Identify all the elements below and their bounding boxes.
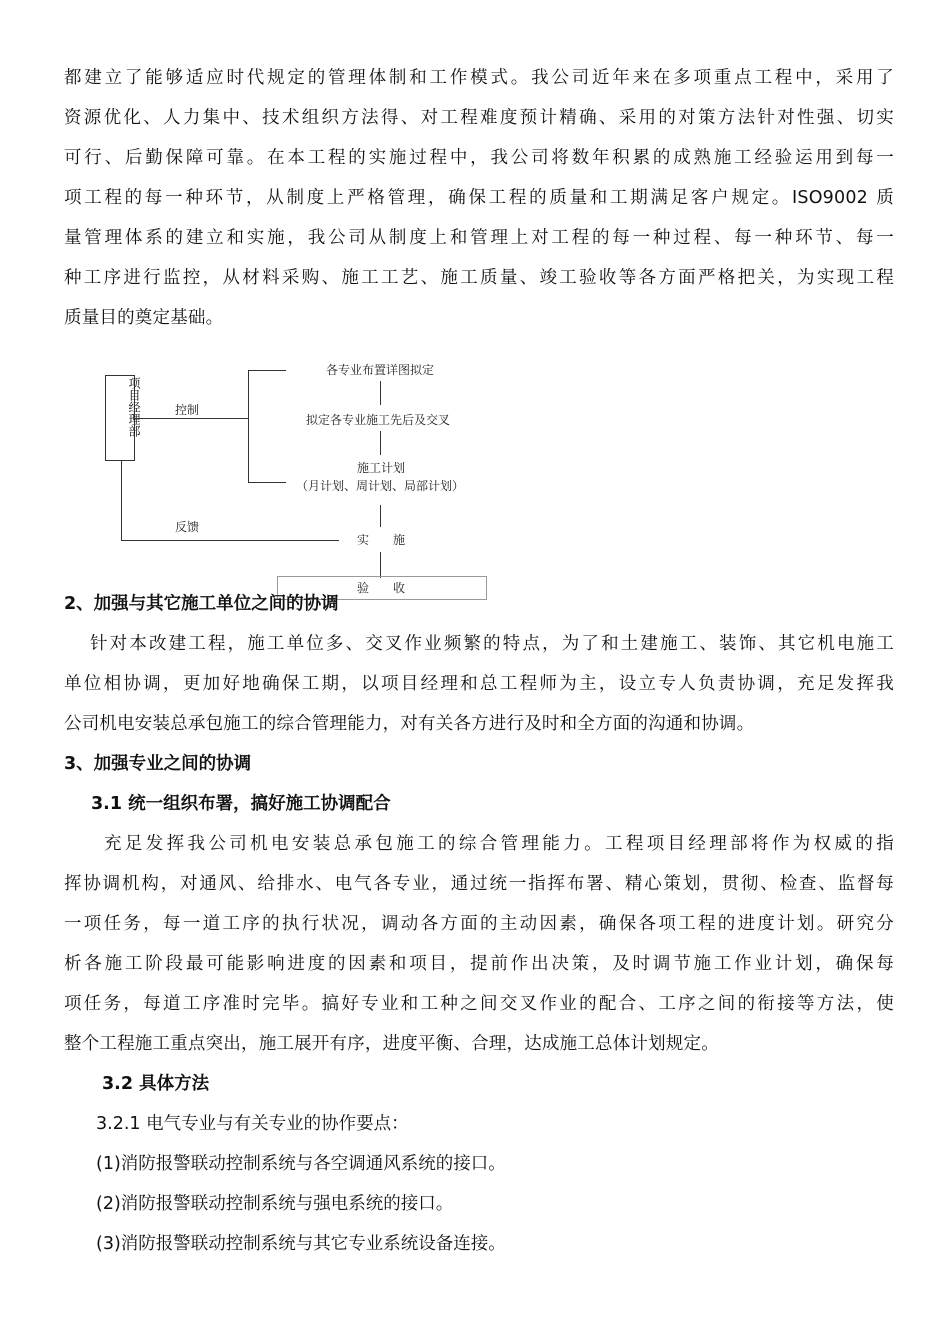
bracket-line [248, 370, 249, 482]
section3-1-paragraph [64, 824, 894, 1064]
step-connector [380, 505, 381, 527]
intro-line: 质量目的奠定基础。 [64, 308, 224, 328]
intro-paragraph [64, 58, 894, 338]
intro-line: 可行、后勤保障可靠。在本工程的实施过程中，我公司将数年积累的成熟施工经验运用到每一 [64, 148, 894, 168]
section3-1-heading: 3.1 统一组织布署，搞好施工协调配合 [91, 794, 391, 814]
bracket-bottom [248, 482, 286, 483]
section3-1-line: 析各施工阶段最可能影响进度的因素和项目，提前作出决策，及时调节施工作业计划，确保每 [64, 954, 894, 974]
step-connector [380, 381, 381, 405]
step-design-label: 各专业布置详图拟定 [326, 363, 435, 377]
control-label: 控制 [175, 403, 200, 417]
bracket-top [248, 370, 286, 371]
dept-box [105, 375, 141, 461]
section2-paragraph [64, 624, 894, 744]
feedback-connector [121, 540, 339, 541]
section3-2-1-intro: 3.2.1 电气专业与有关专业的协作要点： [96, 1114, 409, 1134]
section2-line: 单位相协调，更加好地确保工期，以项目经理和总工程师为主，设立专人负责协调，充足发挥我 [64, 674, 894, 694]
dept-label: 项目经理部 [127, 377, 141, 437]
list-item: (2)消防报警联动控制系统与强电系统的接口。 [96, 1194, 454, 1214]
intro-line: 资源优化、人力集中、技术组织方法得、对工程难度预计精确、采用的对策方法针对性强、切实 [64, 108, 894, 128]
control-connector [135, 418, 248, 419]
section3-1-line: 项任务，每道工序准时完毕。搞好专业和工种之间交叉作业的配合、工序之间的衔接等方法，使 [64, 994, 894, 1014]
step-sequence-label: 拟定各专业施工先后及交叉 [306, 413, 451, 427]
step-acceptance-label: 验 收 [357, 581, 406, 595]
section3-1-line: 挥协调机构，对通风、给排水、电气各专业，通过统一指挥布署、精心策划，贯彻、检查、监督每 [64, 874, 894, 894]
section3-1-line: 充足发挥我公司机电安装总承包施工的综合管理能力。工程项目经理部将作为权威的指 [104, 834, 894, 854]
section2-heading: 2、加强与其它施工单位之间的协调 [64, 594, 339, 614]
section3-2-heading: 3.2 具体方法 [102, 1074, 210, 1094]
list-item: (3)消防报警联动控制系统与其它专业系统设备连接。 [96, 1234, 506, 1254]
feedback-connector [121, 461, 122, 540]
step-implement-label: 实 施 [357, 533, 406, 547]
intro-line: 量管理体系的建立和实施，我公司从制度上和管理上对工程的每一种过程、每一种环节、每一 [64, 228, 894, 248]
intro-line: 项工程的每一种环节，从制度上严格管理，确保工程的质量和工期满足客户规定。ISO9002 质 [64, 188, 894, 208]
intro-line: 都建立了能够适应时代规定的管理体制和工作模式。我公司近年来在多项重点工程中，采用了 [64, 68, 894, 88]
step-plan-sub-label: （月计划、周计划、局部计划） [296, 479, 465, 493]
step-connector [380, 431, 381, 455]
list-item: (1)消防报警联动控制系统与各空调通风系统的接口。 [96, 1154, 506, 1174]
feedback-label: 反馈 [175, 520, 200, 534]
section2-line: 公司机电安装总承包施工的综合管理能力，对有关各方进行及时和全方面的沟通和协调。 [64, 714, 755, 734]
section3-heading: 3、加强专业之间的协调 [64, 754, 252, 774]
intro-line: 种工序进行监控，从材料采购、施工工艺、施工质量、竣工验收等各方面严格把关，为实现工程 [64, 268, 894, 288]
step-plan-label: 施工计划 [357, 461, 406, 475]
step-connector [380, 552, 381, 578]
section3-1-line: 整个工程施工重点突出，施工展开有序，进度平衡、合理，达成施工总体计划规定。 [64, 1034, 719, 1054]
section2-line: 针对本改建工程，施工单位多、交叉作业频繁的特点，为了和土建施工、装饰、其它机电施工 [90, 634, 894, 654]
section3-1-line: 一项任务，每一道工序的执行状况，调动各方面的主动因素，确保各项工程的进度计划。研究分 [64, 914, 894, 934]
